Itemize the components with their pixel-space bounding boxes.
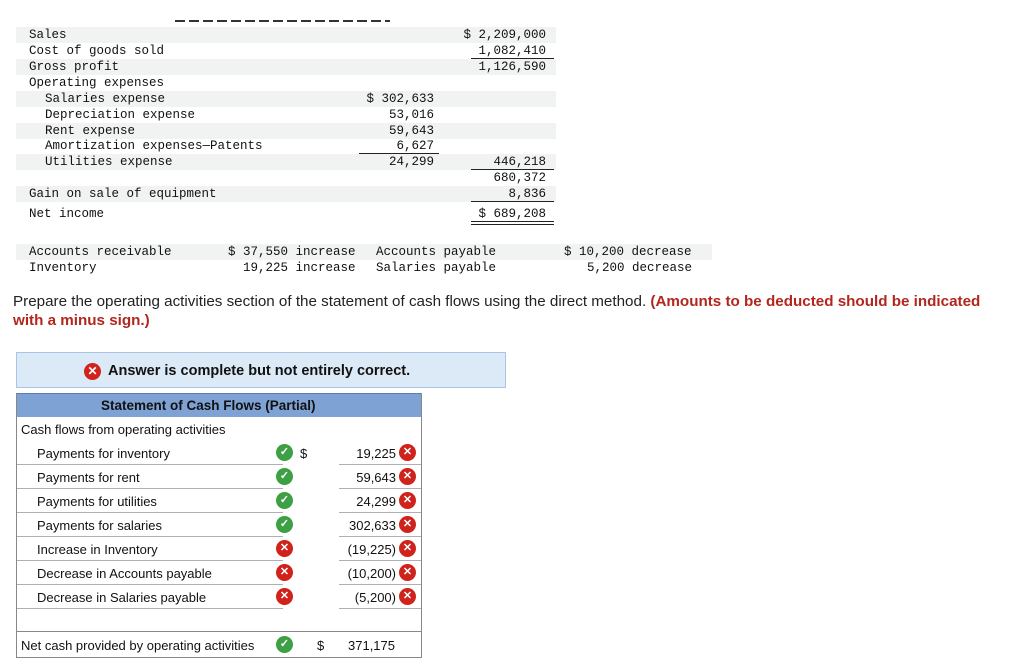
is-value: $ 689,208 <box>478 207 546 221</box>
changes-amount: 5,200 decrease <box>587 261 693 275</box>
x-icon: ✕ <box>399 540 416 557</box>
is-value: 1,126,590 <box>478 60 546 74</box>
is-label: Rent expense <box>45 124 136 138</box>
row-amount: 24,299 <box>356 494 396 509</box>
check-icon: ✓ <box>276 468 293 485</box>
is-value: 1,082,410 <box>478 44 546 58</box>
row-amount: (10,200) <box>347 566 396 581</box>
is-label: Cost of goods sold <box>29 44 165 58</box>
is-label: Amortization expenses—Patents <box>45 139 263 153</box>
instruction-note: (Amounts to be deducted should be indicated with a minus sign.) <box>13 293 981 329</box>
is-value: 24,299 <box>388 155 434 169</box>
is-row-depreciation <box>16 107 556 123</box>
is-value: 8,836 <box>508 187 546 201</box>
is-label: Gain on sale of equipment <box>29 187 217 201</box>
table-row <box>17 489 421 513</box>
total-amount[interactable]: 371,175 <box>348 638 395 653</box>
row-amount: 59,643 <box>356 470 396 485</box>
changes-row <box>16 244 712 260</box>
instruction-text <box>13 292 1003 330</box>
changes-amount: $ 37,550 increase <box>228 245 356 259</box>
x-icon: ✕ <box>276 564 293 581</box>
x-icon: ✕ <box>399 564 416 581</box>
is-value: 59,643 <box>388 124 434 138</box>
answer-status-banner <box>16 352 506 388</box>
x-icon: ✕ <box>399 492 416 509</box>
changes-item: Accounts payable <box>376 245 497 259</box>
row-label: Decrease in Accounts payable <box>37 566 212 581</box>
statement-title: Statement of Cash Flows (Partial) <box>101 398 316 413</box>
changes-row <box>16 260 712 276</box>
is-row-salaries <box>16 91 556 107</box>
double-underline <box>471 224 554 225</box>
statement-header <box>17 393 421 417</box>
is-row-sales <box>16 27 556 43</box>
total-label: Net cash provided by operating activities <box>21 638 255 653</box>
x-icon: ✕ <box>399 444 416 461</box>
is-label: Sales <box>29 28 67 42</box>
is-value: 53,016 <box>388 108 434 122</box>
is-value: 6,627 <box>396 139 434 153</box>
changes-amount: 19,225 increase <box>243 261 356 275</box>
x-icon: ✕ <box>399 588 416 605</box>
currency-symbol: $ <box>300 446 308 461</box>
is-row-rent <box>16 123 556 139</box>
answer-status-text: Answer is complete but not entirely correct. <box>108 363 411 379</box>
is-label: Operating expenses <box>29 76 165 90</box>
x-icon: ✕ <box>399 468 416 485</box>
currency-symbol: $ <box>317 638 325 653</box>
is-row-net-income <box>16 206 556 222</box>
table-row <box>17 465 421 489</box>
check-icon: ✓ <box>276 444 293 461</box>
row-label: Payments for inventory <box>37 446 170 461</box>
is-value: $ 2,209,000 <box>463 28 546 42</box>
row-label: Increase in Inventory <box>37 542 158 557</box>
row-amount: 19,225 <box>356 446 396 461</box>
is-row-amortization <box>16 138 556 154</box>
total-row-content <box>17 633 421 657</box>
check-icon: ✓ <box>276 636 293 653</box>
is-value: 446,218 <box>493 155 546 169</box>
x-icon: ✕ <box>276 540 293 557</box>
x-icon: ✕ <box>276 588 293 605</box>
row-label: Payments for rent <box>37 470 140 485</box>
double-underline <box>471 221 554 222</box>
row-amount: (5,200) <box>354 590 396 605</box>
is-label: Gross profit <box>29 60 120 74</box>
row-label: Payments for salaries <box>37 518 162 533</box>
table-row <box>17 585 421 609</box>
is-value: $ 302,633 <box>366 92 434 106</box>
is-row-operating-expenses <box>16 75 556 91</box>
row-amount: (19,225) <box>347 542 396 557</box>
table-row <box>17 561 421 585</box>
table-row <box>17 513 421 537</box>
changes-item: Salaries payable <box>376 261 497 275</box>
is-row-cogs <box>16 43 556 59</box>
row-amount: 302,633 <box>349 518 396 533</box>
check-icon: ✓ <box>276 492 293 509</box>
table-row <box>17 441 421 465</box>
is-label: Net income <box>29 207 105 221</box>
section-label: Cash flows from operating activities <box>21 422 226 437</box>
is-value: 680,372 <box>493 171 546 185</box>
table-row <box>17 537 421 561</box>
row-label: Payments for utilities <box>37 494 157 509</box>
row-label: Decrease in Salaries payable <box>37 590 207 605</box>
is-label: Salaries expense <box>45 92 166 106</box>
total-row <box>17 631 421 658</box>
is-row-gain <box>16 186 556 202</box>
is-label: Depreciation expense <box>45 108 196 122</box>
changes-item: Inventory <box>29 261 97 275</box>
check-icon: ✓ <box>276 516 293 533</box>
section-row <box>17 417 421 441</box>
statement-table <box>16 393 422 658</box>
changes-amount: $ 10,200 decrease <box>564 245 692 259</box>
changes-item: Accounts receivable <box>29 245 172 259</box>
x-icon: ✕ <box>399 516 416 533</box>
is-label: Utilities expense <box>45 155 173 169</box>
is-row-utilities <box>16 154 556 170</box>
x-icon: ✕ <box>84 363 101 380</box>
is-row-gross-profit <box>16 59 556 75</box>
instruction-main: Prepare the operating activities section of the statement of cash flows using the direct method. <box>13 293 651 310</box>
underline <box>471 201 554 202</box>
cropped-heading-line <box>175 20 390 22</box>
is-row-subtotal <box>16 170 556 186</box>
